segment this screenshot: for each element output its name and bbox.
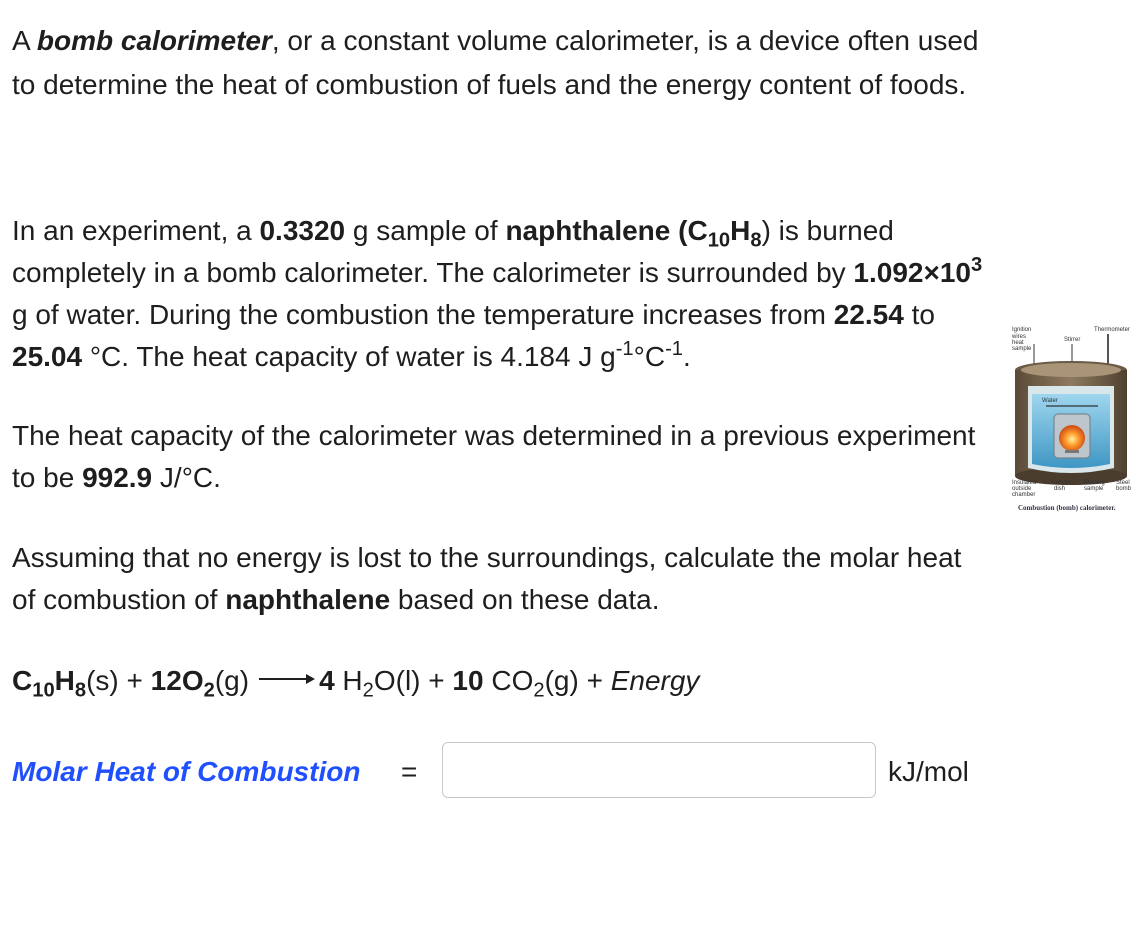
fig-label-steel-1: Steel — [1116, 480, 1130, 486]
eq-water-rest: O(l) + — [373, 665, 453, 696]
eq-o2-state: (g) — [214, 665, 250, 696]
fig-label-stirrer: Stirrer — [1064, 337, 1081, 343]
experiment-text-6: °C. The heat capacity of water is 4.184 J g — [82, 341, 616, 372]
experiment-paragraph — [12, 210, 987, 378]
experiment-text-1: In an experiment, a — [12, 215, 260, 246]
fig-label-wires: wires — [1012, 334, 1027, 340]
question-compound: naphthalene — [225, 584, 391, 615]
bomb-calorimeter-term: bomb calorimeter — [36, 25, 272, 56]
fig-label-sample: sample — [1012, 346, 1032, 352]
combustion-equation — [12, 660, 1002, 702]
sample-mass: 0.3320 — [259, 215, 346, 246]
calorimeter-figure — [1008, 322, 1134, 522]
question-paragraph — [12, 537, 987, 621]
formula-sub-c: 10 — [707, 229, 731, 252]
fig-label-heat: heat — [1012, 340, 1024, 346]
molar-heat-input[interactable] — [442, 742, 876, 798]
experiment-text-5: to — [903, 299, 935, 330]
formula-close: ) — [761, 215, 771, 246]
fig-label-sample-dish-2: dish — [1054, 486, 1066, 492]
eq-water-h: H — [334, 665, 363, 696]
formula-h: H — [730, 215, 751, 246]
fig-label-outside: outside — [1012, 486, 1032, 492]
fig-label-burning-2: sample — [1084, 486, 1104, 492]
final-temperature: 25.04 — [12, 341, 83, 372]
calorimeter-heat-capacity: 992.9 — [82, 462, 153, 493]
eq-water-coef: 4 — [319, 665, 335, 696]
eq-c-sub: 10 — [32, 679, 55, 702]
experiment-text-3: is burned completely in a bomb calorimeter. The calorimeter is surrounded by — [12, 215, 894, 288]
eq-co2-sub: 2 — [533, 679, 545, 702]
eq-c: C — [12, 665, 33, 696]
formula-sub-h: 8 — [750, 229, 762, 252]
calorimeter-text-2: J/°C. — [152, 462, 221, 493]
eq-o2-coef: 12O — [150, 665, 204, 696]
eq-co2-state: (g) + — [544, 665, 611, 696]
eq-co2-coef: 10 — [452, 665, 484, 696]
fig-label-burning-1: Burning — [1084, 480, 1105, 486]
intro-text-start: A — [12, 25, 37, 56]
eq-o2-sub: 2 — [203, 679, 215, 702]
question-text-1: Assuming that no energy is lost to the surroundings, calculate the molar heat of combustion of — [12, 542, 962, 615]
fig-label-steel-2: bomb — [1116, 486, 1132, 492]
experiment-text-2: g sample of — [345, 215, 506, 246]
eq-h: H — [54, 665, 75, 696]
experiment-text-7: °C — [633, 341, 666, 372]
question-text-2: based on these data. — [390, 584, 660, 615]
fig-label-ignition: Ignition — [1012, 327, 1032, 333]
eq-water-sub: 2 — [362, 679, 374, 702]
reaction-arrow-icon — [259, 668, 315, 688]
molar-heat-label: Molar Heat of Combustion — [12, 756, 361, 787]
fig-label-thermometer: Thermometer — [1094, 327, 1131, 333]
fig-label-insulated: Insulated — [1012, 480, 1037, 486]
gram-exponent: -1 — [615, 337, 634, 360]
experiment-text-4: g of water. During the combustion the temperature increases from — [12, 299, 834, 330]
eq-energy: Energy — [610, 665, 700, 696]
eq-co2: CO — [483, 665, 534, 696]
figure-caption: Combustion (bomb) calorimeter. — [1018, 504, 1116, 512]
reactant-oxygen — [150, 665, 215, 702]
calorimeter-diagram-icon — [1008, 322, 1134, 522]
answer-row — [12, 742, 1012, 802]
celsius-exponent: -1 — [665, 337, 684, 360]
intro-text-rest: , or a constant volume calorimeter, is a device often used to determine the heat of combustion of fuels and the energy content of foods. — [12, 25, 979, 100]
eq-reactant-state: (s) + — [86, 665, 151, 696]
fig-label-sample-dish-1: Sample — [1050, 480, 1071, 486]
initial-temperature: 22.54 — [833, 299, 904, 330]
fig-label-chamber: chamber — [1012, 492, 1036, 498]
eq-h-sub: 8 — [74, 679, 87, 702]
intro-paragraph — [12, 19, 1002, 107]
water-mass-exponent: 3 — [971, 253, 983, 276]
unit-label: kJ/mol — [888, 756, 969, 787]
water-mass — [853, 253, 983, 288]
calorimeter-paragraph — [12, 415, 987, 499]
formula-open: (C — [670, 215, 708, 246]
calorimeter-text-1: The heat capacity of the calorimeter was determined in a previous experiment to be — [12, 420, 976, 493]
water-mass-base: 1.092×10 — [853, 257, 971, 288]
compound-formula — [670, 215, 762, 252]
reactant-naphthalene — [12, 665, 87, 702]
fig-label-water: Water — [1042, 398, 1058, 404]
compound-name: naphthalene — [505, 215, 671, 246]
experiment-text-8: . — [683, 341, 691, 372]
equals-sign: = — [401, 756, 418, 787]
